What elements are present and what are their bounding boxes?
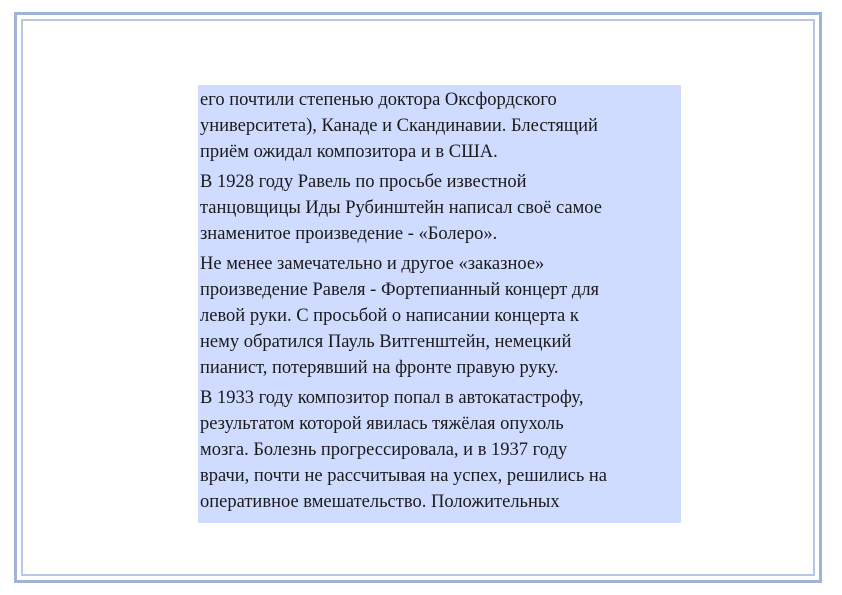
paragraph-1: его почтили степенью доктора Оксфордского университета), Канаде и Скандинавии. Блестящий приём ожидал композитора и в США. — [200, 90, 598, 162]
paragraph-2: В 1928 году Равель по просьбе известной танцовщицы Иды Рубинштейн написал своё самое знаменитое произведение - «Болеро». — [200, 172, 602, 244]
paragraph-3: Не менее замечательно и другое «заказное» произведение Равеля - Фортепианный концерт для левой руки. С просьбой о написании концерта к нему обратился Пауль Витгенштейн, немецкий пианист, потерявший на фронте правую руку. — [200, 254, 600, 378]
paragraph-4: В 1933 году композитор попал в автокатастрофу, результатом которой явилась тяжёлая опухоль мозга. Болезнь прогрессировала, и в 1937 году врачи, почти не рассчитывая на успех, решились на оперативное вмешательство. Положительных — [200, 388, 607, 512]
text-box — [198, 85, 681, 523]
